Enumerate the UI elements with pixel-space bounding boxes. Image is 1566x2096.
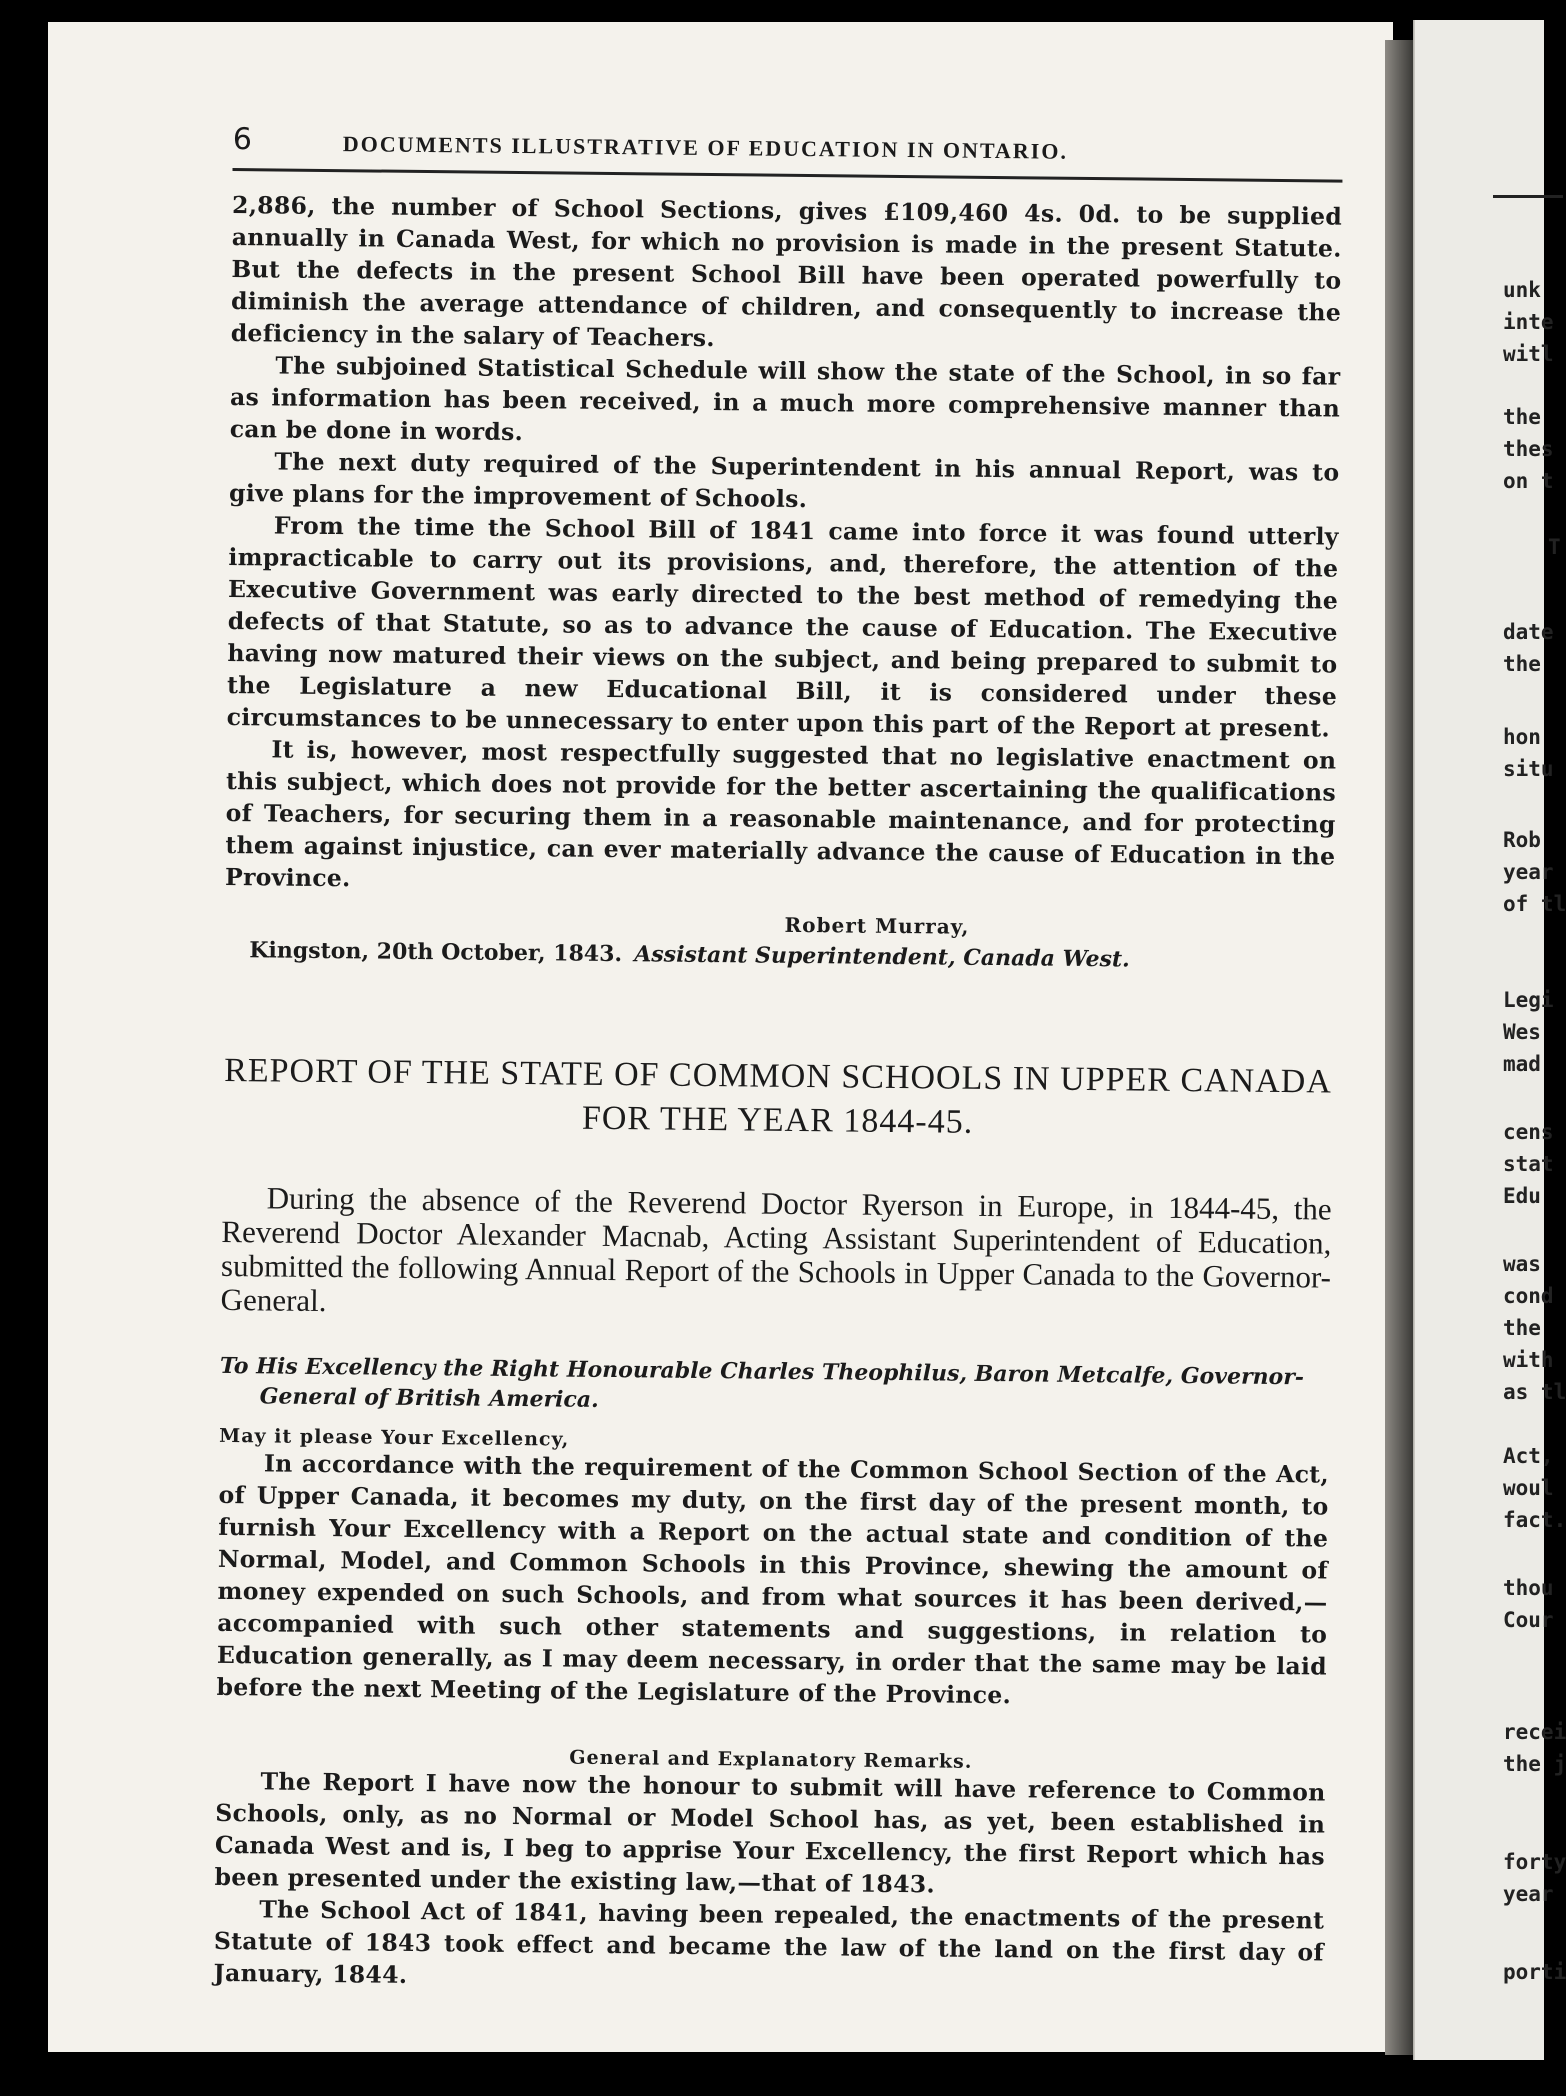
signature-name: Robert Murray, <box>784 912 970 939</box>
section-heading: General and Explanatory Remarks. <box>569 1746 973 1773</box>
fragment: the <box>1503 1316 1541 1340</box>
page-content <box>213 122 1342 2001</box>
page-edge-lines <box>1413 20 1454 2060</box>
paragraph-2: The subjoined Statistical Schedule will show the state of the School, in so far as information has been received, in a much more comprehensive manner than can be done in words. <box>229 351 1341 447</box>
signature-place-date: Kingston, 20th October, 1843. <box>249 937 623 968</box>
report-salutation: May it please Your Excellency, <box>219 1424 570 1451</box>
fragment: year <box>1503 860 1554 884</box>
adjacent-header-rule <box>1493 195 1563 198</box>
fragment: situ <box>1503 757 1554 781</box>
fragment: the <box>1503 405 1541 429</box>
fragment: unk <box>1503 278 1541 302</box>
fragment: witl <box>1503 342 1554 366</box>
fragment: cond <box>1503 1284 1554 1308</box>
signature-role: Assistant Superintendent, Canada West. <box>634 941 1130 973</box>
fragment: as tl <box>1503 1380 1566 1404</box>
page-header <box>232 122 1342 183</box>
running-head: DOCUMENTS ILLUSTRATIVE OF EDUCATION IN ONTARIO. <box>342 131 1069 164</box>
paragraph-5: It is, however, most respectfully suggested that no legislative enactment on this subject, which does not provide for the better ascertaining the qualifications of Teachers, for securing them in a reasonable maintenance, and for protecting them against injustice, can ever materially advance the cause of Education in the Province. <box>224 735 1337 893</box>
fragment: date <box>1503 620 1554 644</box>
report-title <box>222 1049 1333 1149</box>
page-gutter-shadow <box>1385 40 1413 2055</box>
letter-paragraph: In accordance with the requirement of the Common School Section of the Act, of Upper Canada, it becomes my duty, on the first day of the present month, to furnish Your Excellency with a Report on the actual state and condition of the Normal, Model, and Common Schools in this Province, shewing the amount of money expended on such Schools, and from what sources it has been derived,—accompanied with such other statements and suggestions, in relation to Education generally, as I may deem necessary, in order that the same may be laid before the next Meeting of the Legislature of the Province. <box>216 1449 1330 1710</box>
fragment: woul <box>1503 1476 1554 1500</box>
fragment: Edu <box>1503 1184 1541 1208</box>
remarks-paragraph-2: The School Act of 1841, having been repealed, the enactments of the present Statute of 1843 took effect and became the law of the land on the first day of January, 1844. <box>213 1895 1325 1989</box>
fragment: Rob <box>1503 828 1541 852</box>
fragment: was <box>1503 1252 1541 1276</box>
report-intro: During the absence of the Reverend Doctor Ryerson in Europe, in 1844-45, the Reverend Doctor Alexander Macnab, Acting Assistant Superintendent of Education, submitted the following Annual Report of the Schools in Upper Canada to the Governor-General. <box>220 1180 1332 1319</box>
fragment: recei <box>1503 1720 1566 1744</box>
fragment: inte <box>1503 310 1554 334</box>
fragment: thes <box>1503 437 1554 461</box>
report-address: To His Excellency the Right Honourable Charles Theophilus, Baron Metcalfe, Governor-General of British America. <box>219 1352 1305 1413</box>
fragment: year <box>1503 1882 1554 1906</box>
fragment: mad <box>1503 1052 1541 1076</box>
fragment: with <box>1503 1348 1554 1372</box>
paragraph-4: From the time the School Bill of 1841 came into force it was found utterly impracticable to carry out its provisions, and, therefore, the attention of the Executive Government was early directed to the best method of remedying the defects of that Statute, so as to advance the cause of Education. The Executive having now matured their views on the subject, and being prepared to submit to the Legislature a new Educational Bill, it is considered under these circumstances to be unnecessary to enter upon this part of the Report at present. <box>226 511 1339 743</box>
fragment: cens <box>1503 1120 1554 1144</box>
fragment: T <box>1548 535 1561 559</box>
fragment: Wes <box>1503 1020 1541 1044</box>
fragment: forty <box>1503 1850 1566 1874</box>
report-title-line-2: FOR THE YEAR 1844-45. <box>581 1099 974 1141</box>
fragment: of tl <box>1503 892 1566 916</box>
fragment: Cour <box>1503 1608 1554 1632</box>
fragment: Legi <box>1503 988 1554 1012</box>
fragment: on t <box>1503 469 1554 493</box>
page-number: 6 <box>232 122 253 158</box>
fragment: the <box>1503 652 1541 676</box>
fragment: hon <box>1503 725 1541 749</box>
fragment: porti <box>1503 1960 1566 1984</box>
remarks-paragraph-1: The Report I have now the honour to submit will have reference to Common Schools, only, as no Normal or Model School has, as yet, been established in Canada West and is, I beg to apprise Your Excellency, the first Report which has been presented under the existing law,—that of 1843. <box>214 1767 1326 1899</box>
paragraph-1: 2,886, the number of School Sections, gives £109,460 4s. 0d. to be supplied annually in Canada West, for which no provision is made in the present Statute. But the defects in the present School Bill have been operated powerfully to diminish the average attendance of children, and consequently to increase the deficiency in the salary of Teachers. <box>230 190 1343 353</box>
fragment: the j <box>1503 1752 1566 1776</box>
signature-block <box>224 907 1335 991</box>
report-title-line-1: REPORT OF THE STATE OF COMMON SCHOOLS IN UPPER CANADA <box>223 1051 1333 1101</box>
fragment: thou <box>1503 1576 1554 1600</box>
adjacent-page <box>1413 20 1566 2060</box>
fragment: Act, <box>1503 1444 1554 1468</box>
fragment: fact. <box>1503 1508 1566 1532</box>
paragraph-3: The next duty required of the Superintendent in his annual Report, was to give plans for the improvement of Schools. <box>228 447 1340 514</box>
fragment: stat <box>1503 1152 1554 1176</box>
scanned-page <box>48 22 1393 2052</box>
